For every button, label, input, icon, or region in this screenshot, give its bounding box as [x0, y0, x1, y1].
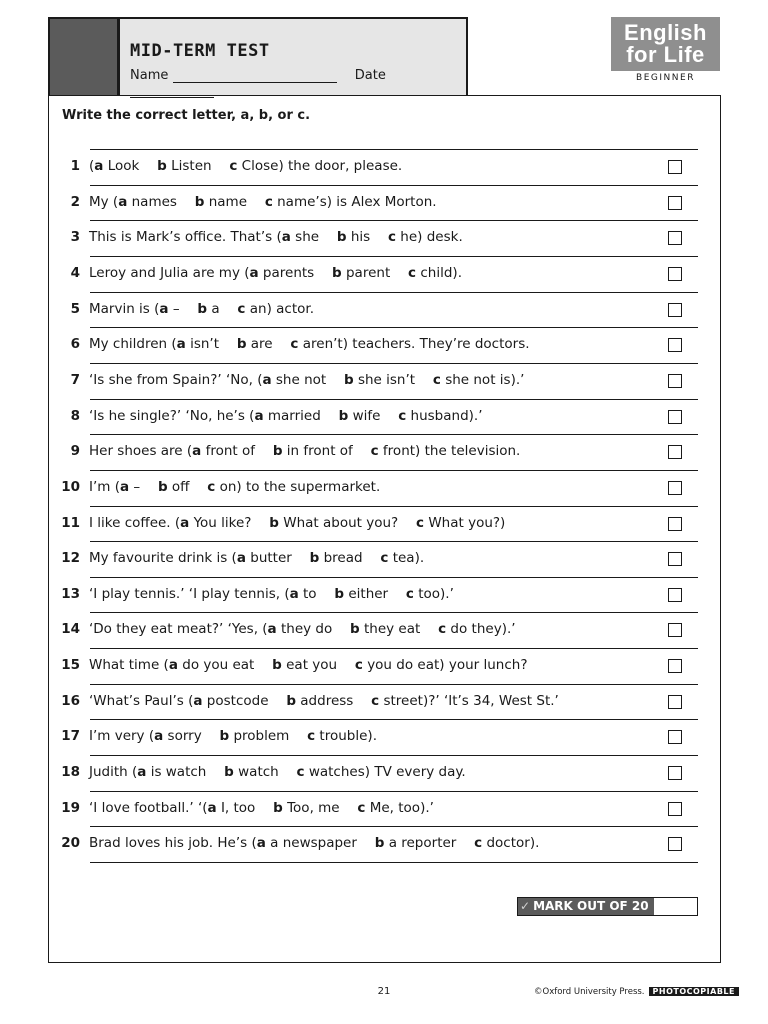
test-header [48, 17, 468, 95]
question-stem: ‘I play tennis.’ ‘I play tennis, ( [89, 585, 290, 602]
option-b: problem [233, 728, 290, 745]
option-c: an [249, 300, 267, 317]
option-a-letter: a [256, 835, 266, 852]
question-row [48, 684, 721, 719]
option-b: off [171, 478, 190, 495]
question-text [89, 515, 505, 531]
question-end: ). [414, 550, 425, 567]
option-a-letter: a [289, 585, 299, 602]
option-c-letter: c [370, 443, 379, 460]
option-a-letter: a [159, 300, 169, 317]
answer-checkbox[interactable] [668, 659, 682, 673]
option-c-letter: c [207, 478, 216, 495]
option-b: his [350, 229, 371, 246]
question-number: 8 [70, 407, 80, 424]
option-c-letter: c [371, 692, 380, 709]
option-a: You like? [193, 514, 252, 531]
question-text [89, 229, 463, 245]
english-for-life-logo [611, 17, 720, 71]
question-end: ) your lunch? [439, 657, 528, 674]
mark-label-text: MARK OUT OF 20 [533, 899, 649, 913]
question-stem: I like coffee. ( [89, 514, 181, 531]
question-stem: ‘Is he single?’ ‘No, he’s ( [89, 407, 255, 424]
option-b-letter: b [334, 585, 345, 602]
option-b-letter: b [272, 657, 282, 674]
question-end: ) the door, please. [278, 158, 403, 174]
option-c-letter: c [237, 300, 246, 317]
question-number: 5 [70, 300, 80, 317]
answer-checkbox[interactable] [668, 766, 682, 780]
option-b-letter: b [272, 443, 283, 460]
answer-checkbox[interactable] [668, 623, 682, 637]
option-c: name’s [277, 193, 327, 210]
question-end: )?’ ‘It’s 34, West St.’ [422, 692, 559, 709]
option-c: street [383, 692, 423, 709]
option-c-letter: c [354, 657, 363, 674]
option-b: Too, me [287, 799, 340, 816]
option-c: too [418, 585, 441, 602]
question-row [48, 719, 721, 754]
option-a-letter: a [176, 336, 186, 353]
option-a: sorry [167, 728, 202, 745]
option-c: tea [392, 550, 415, 567]
option-b-letter: b [309, 550, 320, 567]
option-a: postcode [206, 692, 269, 709]
option-b: Listen [171, 158, 212, 174]
option-c-letter: c [432, 371, 441, 388]
question-text [89, 693, 559, 709]
question-text [89, 728, 377, 744]
question-text [89, 835, 539, 851]
row-divider [90, 862, 698, 863]
option-b-letter: b [343, 371, 354, 388]
question-text [89, 336, 530, 352]
answer-checkbox[interactable] [668, 802, 682, 816]
question-row [48, 648, 721, 683]
question-text [89, 408, 483, 424]
logo-line-1: English [624, 20, 707, 45]
option-a-letter: a [168, 657, 178, 674]
option-a-letter: a [262, 371, 272, 388]
question-end: ) [500, 514, 506, 531]
question-number: 16 [61, 692, 80, 709]
option-b-letter: b [336, 229, 347, 246]
question-stem: ‘Do they eat meat?’ ‘Yes, ( [89, 621, 268, 638]
page-number: 21 [377, 986, 391, 997]
answer-checkbox[interactable] [668, 517, 682, 531]
option-b-letter: b [219, 728, 230, 745]
question-stem: My ( [89, 193, 119, 210]
option-a: – [133, 478, 141, 495]
question-text [89, 657, 528, 673]
question-row [48, 399, 721, 434]
option-a: front of [205, 443, 256, 460]
option-b-letter: b [273, 799, 283, 816]
option-a-letter: a [207, 799, 217, 816]
question-row [48, 363, 721, 398]
option-a-letter: a [193, 692, 203, 709]
question-number: 3 [70, 229, 80, 246]
option-b-letter: b [194, 193, 205, 210]
question-text [89, 550, 424, 566]
option-c: aren’t [302, 336, 343, 353]
option-c: you do eat [367, 657, 440, 674]
option-c-letter: c [380, 550, 389, 567]
question-text [89, 586, 454, 602]
option-c: watches [308, 764, 365, 781]
option-b-letter: b [224, 764, 234, 781]
question-end: ).’ [420, 799, 434, 816]
option-b: a reporter [388, 835, 457, 852]
option-a: I, too [220, 799, 256, 816]
logo-line-2: for Life [626, 42, 705, 67]
answer-checkbox[interactable] [668, 730, 682, 744]
option-a-letter: a [94, 158, 104, 174]
option-b: she isn’t [357, 371, 416, 388]
question-row [48, 541, 721, 576]
question-row [48, 149, 721, 184]
question-end: ).’ [501, 621, 516, 638]
answer-checkbox[interactable] [668, 338, 682, 352]
option-b: watch [238, 764, 279, 781]
copyright-line [534, 987, 739, 997]
option-b: either [348, 585, 389, 602]
answer-checkbox[interactable] [668, 588, 682, 602]
option-c: Close [241, 158, 279, 174]
option-b-letter: b [236, 336, 247, 353]
option-c: do they [450, 621, 502, 638]
question-end: ) is Alex Morton. [326, 193, 437, 210]
option-b-letter: b [197, 300, 208, 317]
question-text [89, 265, 462, 281]
option-a: names [131, 193, 177, 210]
question-row [48, 612, 721, 647]
question-text [89, 301, 314, 317]
question-text [89, 621, 516, 637]
option-c-letter: c [229, 158, 238, 174]
option-c: on [219, 478, 237, 495]
question-stem: My favourite drink is ( [89, 550, 237, 567]
question-row [48, 292, 721, 327]
option-b: What about you? [283, 514, 399, 531]
question-end: ) to the supermarket. [236, 478, 381, 495]
option-c-letter: c [296, 764, 305, 781]
answer-checkbox[interactable] [668, 160, 682, 174]
option-b-letter: b [338, 407, 349, 424]
date-label: Date [354, 68, 386, 83]
option-c-letter: c [408, 264, 417, 281]
question-number: 2 [70, 193, 80, 210]
option-a: is watch [150, 764, 207, 781]
option-a-letter: a [154, 728, 164, 745]
name-field[interactable] [173, 70, 337, 83]
option-a: – [172, 300, 180, 317]
answer-checkbox[interactable] [668, 837, 682, 851]
question-end: ) TV every day. [364, 764, 466, 781]
option-b: wife [352, 407, 381, 424]
option-a-letter: a [137, 764, 147, 781]
option-b: are [250, 336, 273, 353]
instructions: Write the correct letter, a, b, or c. [62, 108, 311, 123]
question-number: 10 [61, 478, 80, 495]
mark-box [517, 897, 698, 916]
option-c: she not is [445, 371, 511, 388]
option-a-letter: a [192, 443, 202, 460]
question-end: ) teachers. They’re doctors. [342, 336, 530, 353]
option-a-letter: a [254, 407, 264, 424]
question-number: 4 [70, 264, 80, 281]
question-stem: My children ( [89, 336, 177, 353]
question-number: 15 [61, 657, 80, 674]
question-number: 18 [61, 764, 80, 781]
question-end: ).’ [468, 407, 483, 424]
question-row [48, 577, 721, 612]
question-end: ). [452, 264, 462, 281]
option-a-letter: a [118, 193, 128, 210]
option-a-letter: a [119, 478, 130, 495]
option-b-letter: b [374, 835, 385, 852]
option-a: isn’t [190, 336, 220, 353]
option-a: they do [280, 621, 333, 638]
option-c-letter: c [290, 336, 299, 353]
option-b: in front of [286, 443, 353, 460]
question-text [89, 764, 466, 780]
question-row [48, 434, 721, 469]
question-row [48, 185, 721, 220]
option-b: bread [323, 550, 363, 567]
answer-checkbox[interactable] [668, 231, 682, 245]
header-accent-block [50, 19, 120, 95]
option-b-letter: b [157, 158, 167, 174]
option-c: Me, too [369, 799, 421, 816]
question-stem: ‘What’s Paul’s ( [89, 692, 194, 709]
question-number: 6 [70, 336, 80, 353]
option-c: What you? [428, 514, 501, 531]
question-number: 1 [70, 158, 80, 174]
answer-checkbox[interactable] [668, 410, 682, 424]
header-fields [130, 68, 466, 98]
option-a-letter: a [249, 264, 259, 281]
option-b: parent [345, 264, 391, 281]
question-number: 19 [61, 799, 80, 816]
option-b: name [208, 193, 248, 210]
option-c-letter: c [405, 585, 414, 602]
option-c-letter: c [474, 835, 483, 852]
option-b: eat you [286, 657, 338, 674]
option-c-letter: c [416, 514, 425, 531]
question-number: 13 [61, 585, 80, 602]
option-a-letter: a [236, 550, 246, 567]
photocopiable-badge: PHOTOCOPIABLE [649, 987, 739, 996]
option-c-letter: c [438, 621, 447, 638]
answer-checkbox[interactable] [668, 695, 682, 709]
option-b-letter: b [269, 514, 279, 531]
option-a: do you eat [182, 657, 255, 674]
question-row [48, 256, 721, 291]
test-title: MID-TERM TEST [130, 41, 270, 61]
option-b: address [300, 692, 354, 709]
option-a: Look [107, 158, 140, 174]
option-a: married [267, 407, 321, 424]
option-c: doctor [486, 835, 530, 852]
option-c-letter: c [307, 728, 316, 745]
question-stem: What time ( [89, 657, 169, 674]
question-end: ). [367, 728, 377, 745]
question-row [48, 506, 721, 541]
question-row [48, 220, 721, 255]
question-text [89, 800, 434, 816]
option-b-letter: b [350, 621, 360, 638]
answer-checkbox[interactable] [668, 196, 682, 210]
question-number: 20 [61, 835, 80, 852]
option-a: parents [262, 264, 315, 281]
question-stem: Judith ( [89, 764, 138, 781]
question-number: 11 [61, 514, 80, 531]
option-c: trouble [319, 728, 368, 745]
option-a: she not [275, 371, 327, 388]
answer-checkbox[interactable] [668, 481, 682, 495]
option-a: butter [250, 550, 292, 567]
question-end: ) desk. [417, 229, 463, 246]
question-stem: Brad loves his job. He’s ( [89, 835, 257, 852]
answer-checkbox[interactable] [668, 374, 682, 388]
option-c-letter: c [357, 799, 366, 816]
option-c: front [382, 443, 416, 460]
question-stem: Marvin is ( [89, 300, 160, 317]
question-end: ).’ [440, 585, 454, 602]
question-stem: This is Mark’s office. That’s ( [89, 229, 282, 246]
mark-label [518, 898, 654, 915]
option-a: to [303, 585, 317, 602]
level-label: BEGINNER [636, 73, 695, 83]
question-number: 7 [70, 371, 80, 388]
option-c-letter: c [398, 407, 407, 424]
option-a-letter: a [281, 229, 291, 246]
question-stem: ‘Is she from Spain?’ ‘No, ( [89, 371, 263, 388]
question-end: ).’ [510, 371, 525, 388]
option-c: husband [410, 407, 469, 424]
question-end: ). [529, 835, 540, 852]
option-a: she [295, 229, 320, 246]
question-text [89, 194, 437, 210]
question-stem: Leroy and Julia are my ( [89, 264, 250, 281]
option-c-letter: c [264, 193, 273, 210]
question-end: ) actor. [266, 300, 314, 317]
option-c: child [420, 264, 453, 281]
option-b: they eat [364, 621, 421, 638]
name-label: Name [130, 68, 169, 83]
question-row [48, 755, 721, 790]
question-text [89, 372, 524, 388]
option-c-letter: c [387, 229, 396, 246]
option-b-letter: b [157, 478, 168, 495]
question-row [48, 826, 721, 861]
option-b: a [211, 300, 220, 317]
question-stem: I’m ( [89, 478, 120, 495]
copyright-text: ©Oxford University Press. [534, 987, 645, 997]
question-row [48, 791, 721, 826]
checkmark-icon: ✓ [520, 899, 531, 913]
question-number: 17 [61, 728, 80, 745]
option-a-letter: a [267, 621, 277, 638]
question-stem: Her shoes are ( [89, 443, 193, 460]
answer-checkbox[interactable] [668, 303, 682, 317]
question-number: 12 [61, 550, 80, 567]
question-number: 9 [70, 443, 80, 460]
option-a-letter: a [180, 514, 190, 531]
question-number: 14 [61, 621, 80, 638]
answer-checkbox[interactable] [668, 552, 682, 566]
question-stem: ( [89, 158, 95, 174]
question-stem: ‘I love football.’ ‘( [89, 799, 208, 816]
question-text [89, 158, 402, 174]
question-stem: I’m very ( [89, 728, 155, 745]
question-row [48, 470, 721, 505]
question-end: ) the television. [415, 443, 521, 460]
answer-checkbox[interactable] [668, 445, 682, 459]
option-a: a newspaper [270, 835, 357, 852]
question-text [89, 443, 520, 459]
option-b-letter: b [286, 692, 296, 709]
question-text [89, 479, 380, 495]
option-b-letter: b [332, 264, 342, 281]
option-c: he [400, 229, 418, 246]
answer-checkbox[interactable] [668, 267, 682, 281]
question-row [48, 327, 721, 362]
